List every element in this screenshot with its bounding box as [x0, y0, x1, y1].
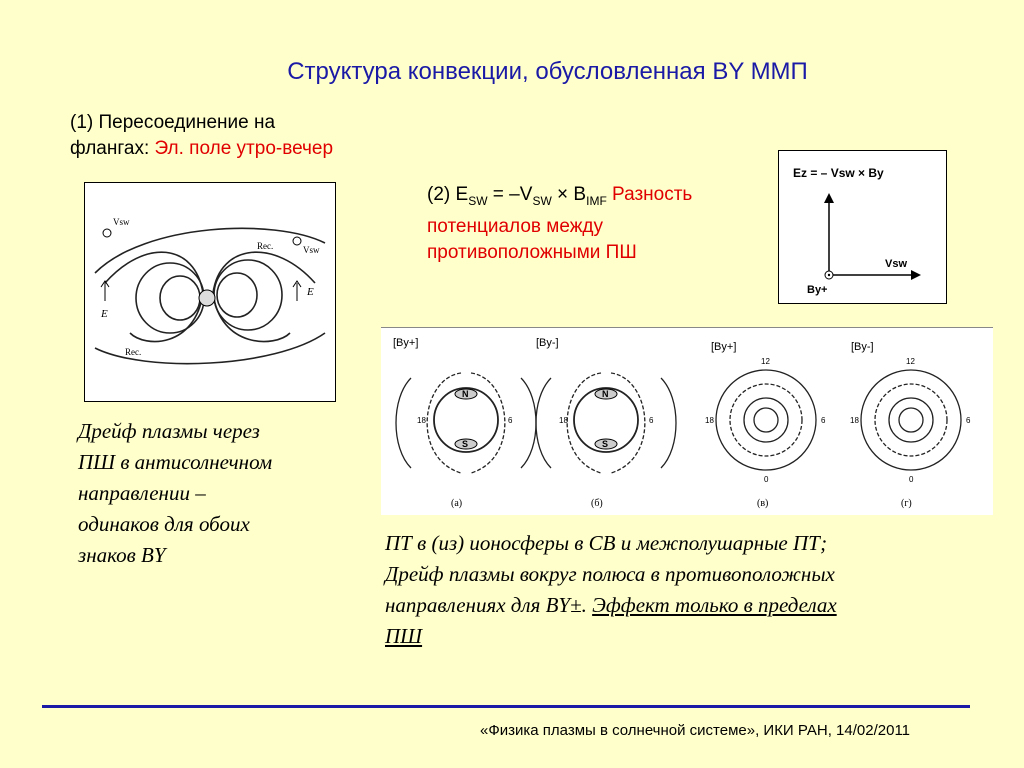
underlined-text: Эффект только в пределах	[592, 593, 837, 617]
label-18: 18	[705, 416, 714, 425]
label-18: 18	[559, 416, 568, 425]
sub-sw-1: SW	[468, 193, 488, 208]
vsw-left-label: Vsw	[113, 217, 130, 227]
panel-d-title: [By-]	[851, 341, 874, 353]
reconnection-diagram	[85, 183, 335, 401]
e-left-label: E	[101, 308, 108, 320]
core-circle	[899, 408, 923, 432]
convection-panels	[381, 327, 993, 515]
field-loop	[136, 263, 204, 333]
left-caption-line: ПШ в антисолнечном	[78, 450, 273, 474]
right-caption	[385, 528, 837, 652]
caption-a: (а)	[451, 498, 463, 509]
panel-d	[861, 370, 961, 470]
footer-rule	[42, 705, 970, 708]
vector-figure	[778, 150, 947, 304]
field-line	[661, 378, 676, 468]
core-circle	[754, 408, 778, 432]
sub-sw-2: SW	[532, 193, 552, 208]
arrow-head-icon	[911, 270, 921, 280]
vector-diagram	[779, 151, 946, 303]
right-caption-line2: Дрейф плазмы вокруг полюса в противоположных	[385, 562, 835, 586]
label-6: 6	[966, 416, 971, 425]
panel-a-title: [By+]	[393, 337, 419, 349]
cross-circle-icon	[293, 237, 301, 245]
outer-circle	[716, 370, 816, 470]
field-line	[536, 378, 551, 468]
point-2	[427, 182, 692, 266]
dot-icon	[828, 274, 830, 276]
dashed-circle	[730, 384, 802, 456]
label-12: 12	[906, 357, 915, 366]
by-label: By+	[807, 284, 828, 296]
label-12: 12	[761, 357, 770, 366]
point-1-prefix: флангах:	[70, 138, 150, 159]
point-2-red-1: Разность	[606, 184, 693, 205]
ez-equation: Ez = – Vsw × By	[793, 166, 884, 180]
e-arrow-icon	[101, 281, 109, 301]
left-caption-line: одинаков для обоих	[78, 512, 250, 536]
point-1-line2	[70, 136, 333, 162]
outer-circle	[861, 370, 961, 470]
panel-c-title: [By+]	[711, 341, 737, 353]
point-2-line3: противоположными ПШ	[427, 241, 637, 263]
convection-panels-svg	[381, 328, 993, 515]
dashed-circle	[875, 384, 947, 456]
caption-d: (г)	[901, 498, 912, 509]
point-1-line1: (1) Пересоединение на	[70, 112, 276, 133]
label-18: 18	[850, 416, 859, 425]
field-line	[521, 378, 536, 468]
label-0: 0	[764, 475, 769, 484]
vsw-label: Vsw	[885, 258, 908, 270]
point-2-line2: потенциалов между	[427, 215, 604, 237]
field-line	[427, 373, 461, 473]
point-2-line1	[427, 182, 692, 214]
point-2-times: × B	[551, 184, 587, 205]
s-label: S	[462, 439, 469, 449]
label-18: 18	[417, 416, 426, 425]
reconnection-figure	[84, 182, 336, 402]
panel-c	[716, 370, 816, 470]
point-2-prefix: (2) E	[427, 184, 469, 205]
slide-title: Структура конвекции, обусловленная BY ММП	[287, 58, 808, 85]
point-2-eq: = –V	[487, 184, 533, 205]
right-caption-line3	[385, 590, 837, 621]
s-label: S	[602, 439, 609, 449]
by-text: BY±	[545, 593, 582, 617]
earth-icon	[199, 290, 215, 306]
field-loop	[217, 273, 257, 317]
field-line	[95, 228, 325, 273]
left-caption	[78, 416, 272, 571]
footer-text: «Физика плазмы в солнечной системе», ИКИ РАН, 14/02/2011	[480, 722, 911, 739]
label-6: 6	[508, 416, 513, 425]
inner-circle	[889, 398, 933, 442]
label-6: 6	[821, 416, 826, 425]
right-caption-text: .	[581, 593, 593, 617]
field-line	[611, 373, 645, 473]
left-caption-line: знаков BY	[78, 543, 166, 567]
point-1-red-text: Эл. поле утро-вечер	[154, 138, 334, 159]
right-caption-line1: ПТ в (из) ионосферы в СВ и межполушарные ПТ;	[385, 531, 828, 555]
rec-bottom-label: Rec.	[125, 347, 142, 357]
point-1	[70, 110, 333, 162]
n-label: N	[462, 389, 469, 399]
caption-b: (б)	[591, 498, 603, 509]
label-0: 0	[909, 475, 914, 484]
cross-circle-icon	[103, 229, 111, 237]
right-caption-line4: ПШ	[385, 624, 423, 648]
panel-b	[536, 373, 676, 473]
inner-circle	[744, 398, 788, 442]
label-6: 6	[649, 416, 654, 425]
field-loop	[160, 276, 200, 320]
panel-b-title: [By-]	[536, 337, 559, 349]
rec-top-label: Rec.	[257, 241, 274, 251]
vsw-right-label: Vsw	[303, 245, 320, 255]
field-loop	[214, 260, 282, 330]
field-line	[471, 373, 505, 473]
field-line	[567, 373, 601, 473]
sub-imf: IMF	[586, 193, 607, 208]
field-line	[396, 378, 411, 468]
e-arrow-icon	[293, 281, 301, 301]
caption-c: (в)	[757, 498, 769, 509]
left-caption-line: направлении –	[78, 481, 206, 505]
e-right-label: E	[307, 286, 314, 298]
right-caption-text: направлениях для	[385, 593, 546, 617]
n-label: N	[602, 389, 609, 399]
arrow-head-icon	[824, 193, 834, 203]
left-caption-line: Дрейф плазмы через	[78, 419, 260, 443]
